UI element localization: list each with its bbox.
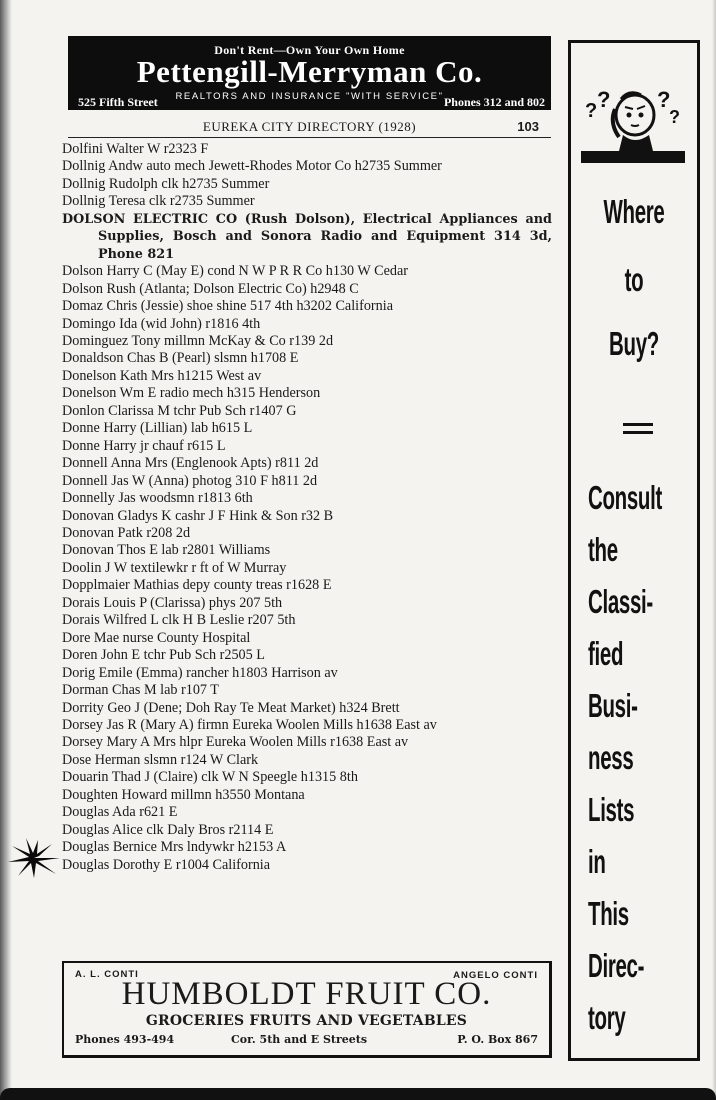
listing-entry: Donelson Kath Mrs h1215 West av [62,367,262,384]
listing-entry: Domingo Ida (wid John) r1816 4th [62,315,261,332]
side-ad-word: This [588,895,629,932]
svg-text:?: ? [597,87,611,112]
double-rule-divider [623,423,653,434]
listing-entry: Donovan Thos E lab r2801 Williams [62,542,271,559]
starburst-marker-icon [8,838,60,878]
ad-goods: GROCERIES FRUITS AND VEGETABLES [145,1013,468,1029]
listing-entry: Doughten Howard millmn h3550 Montana [62,786,305,803]
bottom-advertisement [62,961,552,1058]
puzzled-man-icon [579,75,689,175]
listing-entry: Donaldson Chas B (Pearl) slsmn h1708 E [62,350,299,367]
svg-text:?: ? [669,107,680,127]
listing-entry: Donelson Wm E radio mech h315 Henderson [62,385,321,402]
page-bottom-edge [0,1088,716,1100]
listing-entry: Douglas Dorothy E r1004 California [62,856,271,873]
side-ad-word: to [624,261,644,298]
listing-entry: Dorais Wilfred L clk H B Leslie r207 5th [62,612,296,629]
side-ad-word: Where [603,193,665,230]
ad-owner-right: ANGELO CONTI [453,970,538,981]
side-ad-word: the [588,531,618,568]
listing-entry: Dorais Louis P (Clarissa) phys 207 5th [62,594,283,611]
ad-owner-left: A. L. CONTI [75,969,139,980]
listing-entry: Dose Herman slsmn r124 W Clark [62,751,259,768]
page-left-edge [0,0,12,1100]
ad-tagline: Don't Rent—Own Your Own Home [214,43,405,57]
listing-entry: Donovan Patk r208 2d [62,524,191,541]
listing-entry: Donne Harry (Lillian) lab h615 L [62,420,253,437]
listing-entry: Dollnig Rudolph clk h2735 Summer [62,175,270,192]
running-head [68,117,551,138]
listing-entry: DOLSON ELECTRIC CO (Rush Dolson), Electrical Appliances and Supplies, Bosch and Sonora Radio and Equipment 314 3d, Phone 821 [62,211,552,262]
page-right-edge [712,0,716,1100]
listing-entry: Dopplmaier Mathias depy county treas r1628 E [62,577,332,594]
page-number: 103 [517,119,539,134]
side-ad-word: ness [588,739,634,776]
side-ad-word: Classi- [588,583,653,620]
listing-entry: Donovan Gladys K cashr J F Hink & Son r32 B [62,507,334,524]
listing-entry: Dollnig Teresa clk r2735 Summer [62,193,255,210]
ad-services: REALTORS AND INSURANCE "WITH SERVICE" [175,91,444,102]
directory-title: EUREKA CITY DIRECTORY (1928) [202,119,417,134]
side-ad-word: Buy? [609,325,659,362]
listing-entry: Dore Mae nurse County Hospital [62,629,251,646]
side-ad-word: tory [588,999,626,1036]
listing-entry: Donlon Clarissa M tchr Pub Sch r1407 G [62,402,297,419]
ad-po-box: P. O. Box 867 [457,1033,538,1046]
ad-address: 525 Fifth Street [78,95,158,109]
listing-entry: Dolson Harry C (May E) cond N W P R R Co h130 W Cedar [62,263,408,280]
side-ad-word: Consult [588,479,662,516]
ad-address: Cor. 5th and E Streets [231,1033,368,1046]
listing-entry: Dolson Rush (Atlanta; Dolson Electric Co) h2948 C [62,280,359,297]
ad-company-name: HUMBOLDT FRUIT CO. [121,976,492,1012]
listing-entry: Dorsey Jas R (Mary A) firmn Eureka Woolen Mills h1638 East av [62,716,437,733]
listing-entry-marked: Douarin Thad J (Claire) clk W N Speegle h1315 8th [62,769,358,786]
listing-entry: Dorig Emile (Emma) rancher h1803 Harrison av [62,664,338,681]
directory-listings [62,141,552,874]
listing-entry: Donne Harry jr chauf r615 L [62,437,226,454]
listing-entry: Dorsey Mary A Mrs hlpr Eureka Woolen Mills r1638 East av [62,734,409,751]
listing-entry: Dominguez Tony millmn McKay & Co r139 2d [62,332,334,349]
listing-entry: Douglas Bernice Mrs lndywkr h2153 A [62,839,287,856]
listing-entry: Dorrity Geo J (Dene; Doh Ray Te Meat Market) h324 Brett [62,699,400,716]
ad-phones: Phones 312 and 802 [443,95,545,109]
side-advertisement [568,40,700,1061]
listing-entry: Donnelly Jas woodsmn r1813 6th [62,490,253,507]
listing-entry: Douglas Alice clk Daly Bros r2114 E [62,821,274,838]
side-ad-word: Lists [588,791,635,828]
svg-text:?: ? [585,100,598,122]
listing-entry: Donnell Jas W (Anna) photog 310 F h811 2d [62,472,318,489]
listing-entry: Donnell Anna Mrs (Englenook Apts) r811 2d [62,455,319,472]
ad-phones: Phones 493-494 [75,1033,175,1046]
svg-text:?: ? [657,87,671,112]
listing-entry: Doolin J W textilewkr r ft of W Murray [62,559,287,576]
side-ad-word: fied [588,635,624,672]
side-ad-word: Direc- [588,947,645,984]
listing-entry: Dolfini Walter W r2323 F [62,141,209,157]
listing-entry: Domaz Chris (Jessie) shoe shine 517 4th h3202 California [62,298,393,315]
top-advertisement [68,36,551,110]
listing-entry: Dollnig Andw auto mech Jewett-Rhodes Motor Co h2735 Summer [62,158,442,175]
side-ad-word: in [588,843,606,880]
side-ad-word: Busi- [588,687,638,724]
listing-entry: Dorman Chas M lab r107 T [62,682,219,699]
listing-entry: Doren John E tchr Pub Sch r2505 L [62,647,265,664]
ad-company-name: Pettengill-Merryman Co. [136,54,483,89]
listing-entry: Douglas Ada r621 E [62,804,178,821]
